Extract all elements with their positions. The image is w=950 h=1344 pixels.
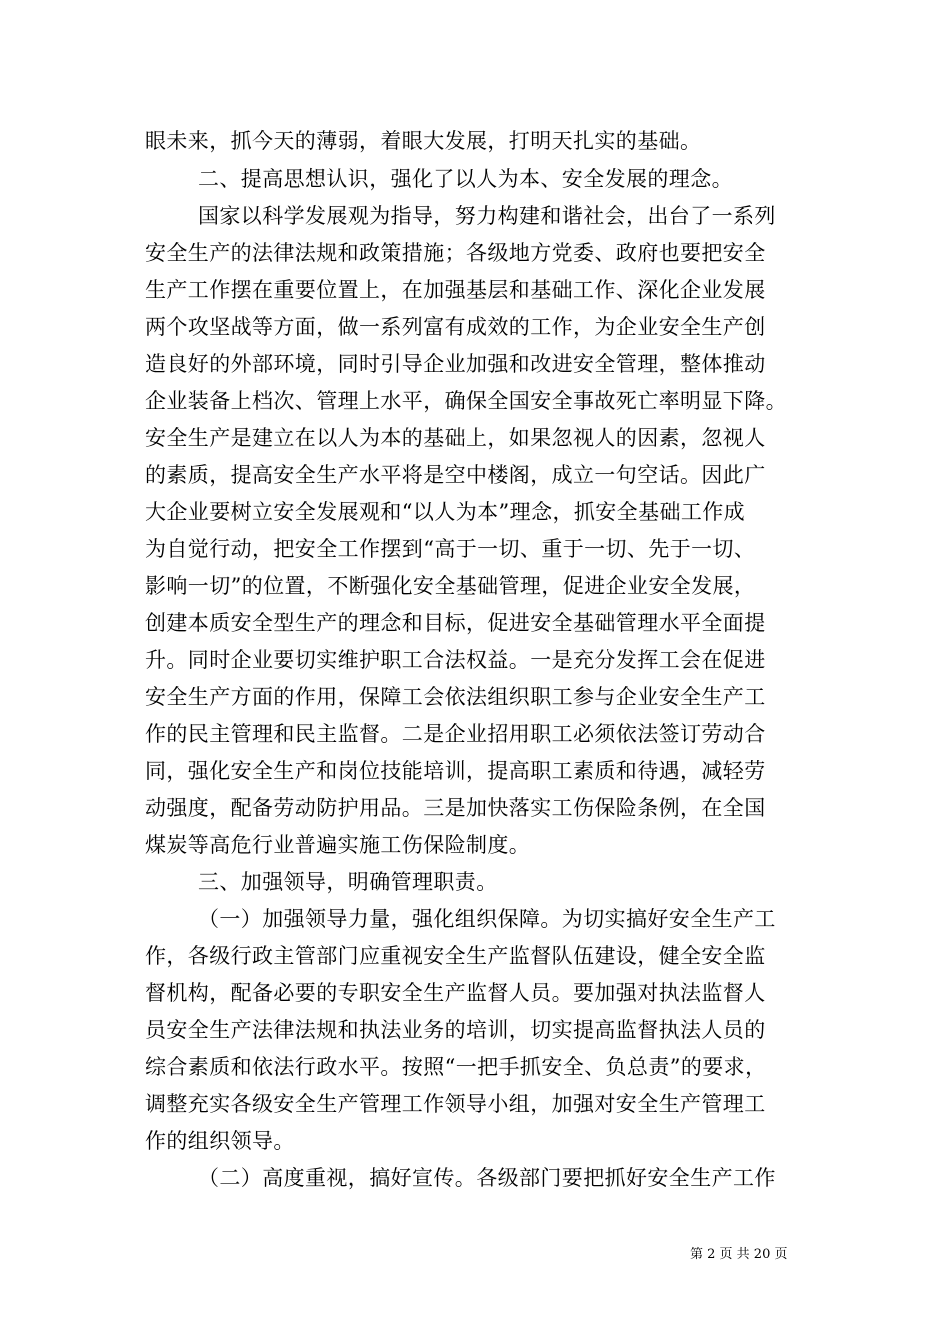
text-line: 生产工作摆在重要位置上，在加强基层和基础工作、深化企业发展	[145, 278, 766, 302]
text-line: 企业装备上档次、管理上水平，确保全国安全事故死亡率明显下降。	[145, 389, 787, 413]
text-line: 调整充实各级安全生产管理工作领导小组，加强对安全生产管理工	[145, 1092, 766, 1116]
text-line: 员安全生产法律法规和执法业务的培训，切实提高监督执法人员的	[145, 1018, 766, 1042]
section-heading: 三、加强领导，明确管理职责。	[198, 870, 498, 894]
page-number: 第 2 页 共 20 页	[690, 1247, 788, 1262]
text-line: 安全生产方面的作用，保障工会依法组织职工参与企业安全生产工	[145, 685, 766, 709]
text-line: 作的组织领导。	[145, 1129, 295, 1153]
text-line: 作的民主管理和民主监督。二是企业招用职工必须依法签订劳动合	[145, 722, 766, 746]
text-line: 升。同时企业要切实维护职工合法权益。一是充分发挥工会在促进	[145, 648, 766, 672]
text-line: 安全生产的法律法规和政策措施；各级地方党委、政府也要把安全	[145, 241, 766, 265]
text-line: 国家以科学发展观为指导，努力构建和谐社会，出台了一系列	[198, 204, 776, 228]
text-line: （二）高度重视，搞好宣传。各级部门要把抓好安全生产工作	[198, 1166, 776, 1190]
text-line: 作，各级行政主管部门应重视安全生产监督队伍建设，健全安全监	[145, 944, 766, 968]
text-line: 创建本质安全型生产的理念和目标，促进安全基础管理水平全面提	[145, 611, 766, 635]
text-line: 影响一切”的位置，不断强化安全基础管理，促进企业安全发展，	[145, 574, 756, 598]
text-line: （一）加强领导力量，强化组织保障。为切实搞好安全生产工	[198, 907, 776, 931]
text-line: 两个攻坚战等方面，做一系列富有成效的工作，为企业安全生产创	[145, 315, 766, 339]
text-line: 煤炭等高危行业普遍实施工伤保险制度。	[145, 833, 531, 857]
text-line: 督机构，配备必要的专职安全生产监督人员。要加强对执法监督人	[145, 981, 766, 1005]
text-line: 安全生产是建立在以人为本的基础上，如果忽视人的因素，忽视人	[145, 426, 766, 450]
text-line: 大企业要树立安全发展观和“以人为本”理念，抓安全基础工作成	[145, 500, 746, 524]
text-line: 综合素质和依法行政水平。按照“一把手抓安全、负总责”的要求，	[145, 1055, 767, 1079]
text-line: 的素质，提高安全生产水平将是空中楼阁，成立一句空话。因此广	[145, 463, 766, 487]
text-line: 眼未来，抓今天的薄弱，着眼大发展，打明天扎实的基础。	[145, 129, 702, 153]
text-line: 为自觉行动，把安全工作摆到“高于一切、重于一切、先于一切、	[145, 537, 756, 561]
text-line: 动强度，配备劳动防护用品。三是加快落实工伤保险条例，在全国	[145, 796, 766, 820]
section-heading: 二、提高思想认识，强化了以人为本、安全发展的理念。	[198, 167, 733, 191]
text-line: 造良好的外部环境，同时引导企业加强和改进安全管理，整体推动	[145, 352, 766, 376]
text-line: 同，强化安全生产和岗位技能培训，提高职工素质和待遇，减轻劳	[145, 759, 766, 783]
